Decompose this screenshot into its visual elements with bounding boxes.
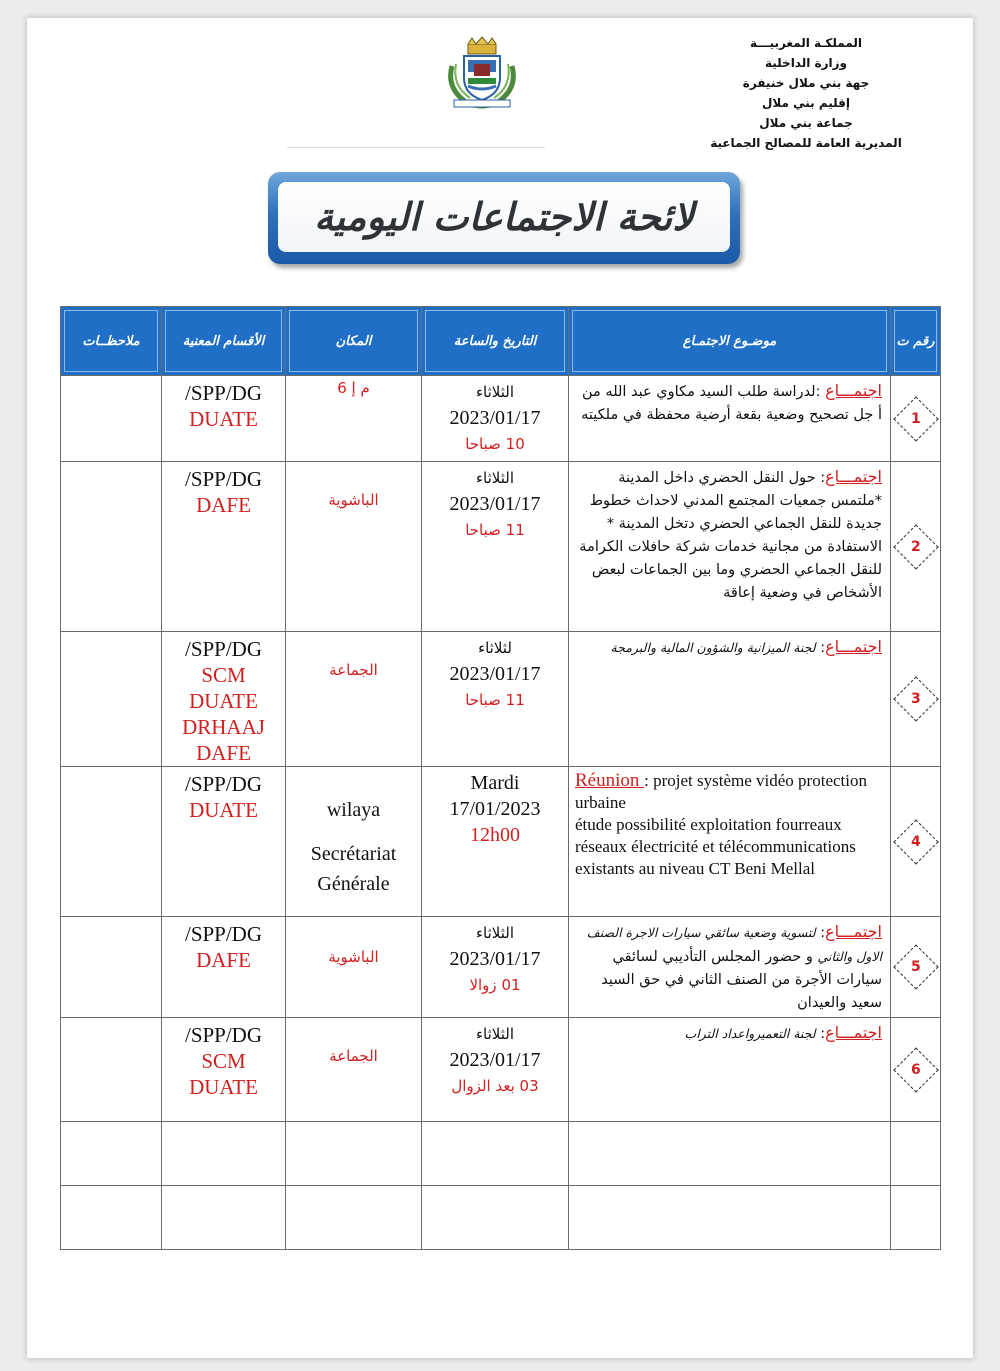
row-number-badge: 2 [893,524,938,569]
letterhead-line: المديرية العامة للمصالح الجماعية [710,136,902,150]
meeting-datetime: الثلاثاء 2023/01/17 10 صباحا [422,376,569,462]
meeting-place: الباشوية [286,462,422,632]
meeting-subject: اجتمـــاع: لجنة التعميرواعداد التراب [569,1018,891,1122]
meetings-table [60,306,941,1250]
meeting-departments: SPP/DG/ DAFE [162,917,286,1018]
table-row [61,462,941,632]
table-row [61,376,941,462]
letterhead [676,33,936,153]
column-header-subject: موضـوع الاجتمـاع [569,307,891,376]
meeting-departments: SPP/DG/ SCM DUATE [162,1018,286,1122]
meeting-datetime: Mardi 17/01/2023 12h00 [422,767,569,917]
meeting-datetime: لثلاثاء 2023/01/17 11 صباحا [422,632,569,767]
meeting-place: الجماعة [286,632,422,767]
meeting-departments: SPP/DG/ DUATE [162,767,286,917]
meeting-notes [61,376,162,462]
letterhead-line: جهة بني ملال خنيفرة [742,76,870,90]
column-header-notes: ملاحظــات [61,307,162,376]
meeting-subject: اجتمـــاع :لدراسة طلب السيد مكاوي عبد الله من أ جل تصحيح وضعية بقعة أرضية محفظة في ملكيته [569,376,891,462]
municipal-emblem-icon [444,36,520,110]
meeting-departments: SPP/DG/ DUATE [162,376,286,462]
table-header-row [61,307,941,376]
meeting-datetime: الثلاثاء 2023/01/17 11 صباحا [422,462,569,632]
meeting-notes [61,632,162,767]
meeting-datetime: الثلاثاء 2023/01/17 01 زوالا [422,917,569,1018]
meeting-subject: اجتمـــاع: لتسوية وضعية سائقي سيارات الاجرة الصنف الاول والثاني و حضور المجلس التأديبي لسائقي سيارات الأجرة من الصنف الثاني في حق السيد سعيد والعيدان [569,917,891,1018]
document-title: لائحة الاجتماعات اليومية [278,182,730,252]
meeting-subject: اجتمـــاع: لجنة الميزانية والشؤون المالية والبرمجة [569,632,891,767]
meeting-datetime: الثلاثاء 2023/01/17 03 بعد الزوال [422,1018,569,1122]
table-row [61,917,941,1018]
row-number-badge: 5 [893,944,938,989]
table-row [61,767,941,917]
column-header-place: المكان [286,307,422,376]
meeting-place: wilaya Secrétariat Générale [286,767,422,917]
meeting-departments: SPP/DG/ DAFE [162,462,286,632]
row-number-badge: 1 [893,396,938,441]
table-row [61,1018,941,1122]
meeting-place: الباشوية [286,917,422,1018]
column-header-number: رقم ت [891,307,941,376]
letterhead-line: وزارة الداخلية [764,56,848,70]
empty-table-row [61,1122,941,1186]
row-number-badge: 3 [893,676,938,721]
meeting-notes [61,917,162,1018]
meeting-subject: اجتمـــاع: حول النقل الحضري داخل المدينة *ملتمس جمعيات المجتمع المدني لاحداث خطوط جديدة للنقل الجماعي الحضري دتخل المدينة * الاستفادة من مجانية خدمات شركة حافلات الكرامة للنقل الجماعي الحضري وما بين الجماعات لبعض الأشخاص في وضعية إعاقة [569,462,891,632]
letterhead-line: إقليم بني ملال [761,96,851,110]
row-number-badge: 6 [893,1047,938,1092]
title-banner [268,172,740,264]
separator-line [287,147,545,148]
letterhead-line: المملكـة المغربيـــة [749,36,863,50]
meeting-notes [61,1018,162,1122]
column-header-datetime: التاريخ والساعة [422,307,569,376]
meeting-place: الجماعة [286,1018,422,1122]
empty-table-row [61,1186,941,1250]
meeting-subject: Réunion : projet système vidéo protection urbaine étude possibilité exploitation fourreaux réseaux électricité et télécommunications existants au niveau CT Beni Mellal [569,767,891,917]
meeting-notes [61,462,162,632]
table-row [61,632,941,767]
column-header-departments: الأقسام المعنية [162,307,286,376]
letterhead-line: جماعة بني ملال [759,116,853,130]
meeting-place: م إ 6 [286,376,422,462]
meeting-notes [61,767,162,917]
meeting-departments: SPP/DG/ SCM DUATE DRHAAJ DAFE [162,632,286,767]
row-number-badge: 4 [893,819,938,864]
